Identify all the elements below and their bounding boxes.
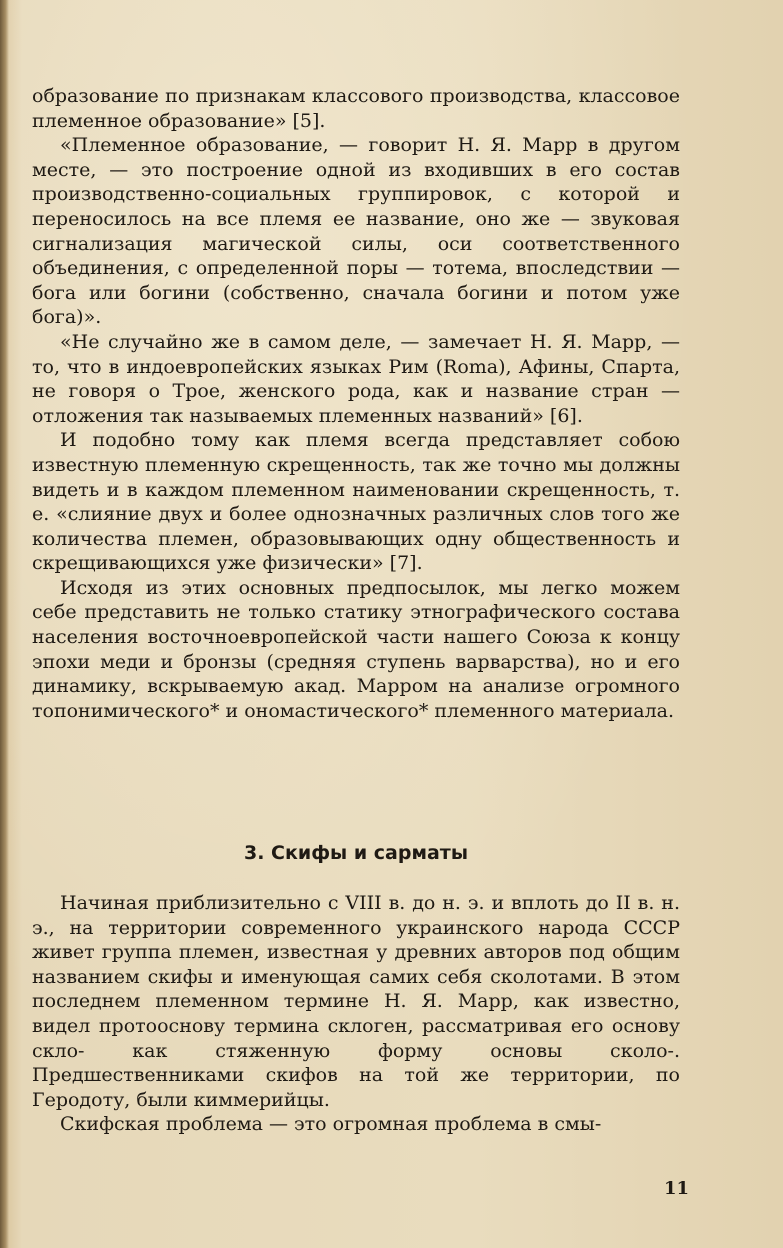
paragraph: И подобно тому как племя всегда представляет собою известную племенную скрещенность, так же точно мы должны видеть и в каждом племенном наименовании скрещенность, т. е. «слияние двух и более однозначных различных слов того же количества племен, образовывающих одну общественность и скрещивающихся уже физически» [7]. bbox=[32, 429, 680, 575]
paragraph: «Племенное образование, — говорит Н. Я. Марр в другом месте, — это построение одной из входивших в его состав производственно-социальных группировок, с которой и переносилось на все племя ее название, оно же — звуковая сигнализация магической силы, оси соответственного объединения, с определенной поры — тотема, впоследствии — бога или богини (собственно, сначала богини и потом уже бога)». bbox=[32, 134, 680, 329]
paragraph: Скифская проблема — это огромная проблема в смы- bbox=[60, 1113, 602, 1136]
paragraph: Исходя из этих основных предпосылок, мы легко можем себе представить не только статику этнографического состава населения восточноевропейской части нашего Союза к концу эпохи меди и бронзы (средняя ступень варварства), но и его динамику, вскрываемую акад. Марром на анализе огромного топонимического* и ономастического* племенного материала. bbox=[32, 576, 680, 722]
page-spine-edge bbox=[0, 0, 9, 1248]
page-number: 11 bbox=[664, 1178, 690, 1199]
body-text-top bbox=[32, 84, 680, 723]
paragraph: Начиная приблизительно с VIII в. до н. э. и вплоть до II в. н. э., на территории современного украинского народа СССР живет группа племен, известная у древних авторов под общим названием скифы и именующая самих себя сколотами. В этом последнем племенном термине Н. Я. Марр, как известно, видел протооснову термина склоген, рассматривая его основу скло- как стяженную форму основы сколо-. Предшественниками скифов на той же территории, по Геродоту, были киммерийцы. bbox=[32, 892, 680, 1111]
paragraph-continuation: образование по признакам классового производства, классовое племенное образование» [5]. bbox=[32, 85, 680, 132]
body-text-bottom bbox=[32, 891, 680, 1137]
paragraph: «Не случайно же в самом деле, — замечает Н. Я. Марр, — то, что в индоевропейских языках Рим (Roma), Афины, Спарта, не говоря о Трое, женского рода, как и название стран — отложения так называемых племенных названий» [6]. bbox=[32, 330, 680, 427]
section-heading: 3. Скифы и сарматы bbox=[243, 842, 468, 864]
